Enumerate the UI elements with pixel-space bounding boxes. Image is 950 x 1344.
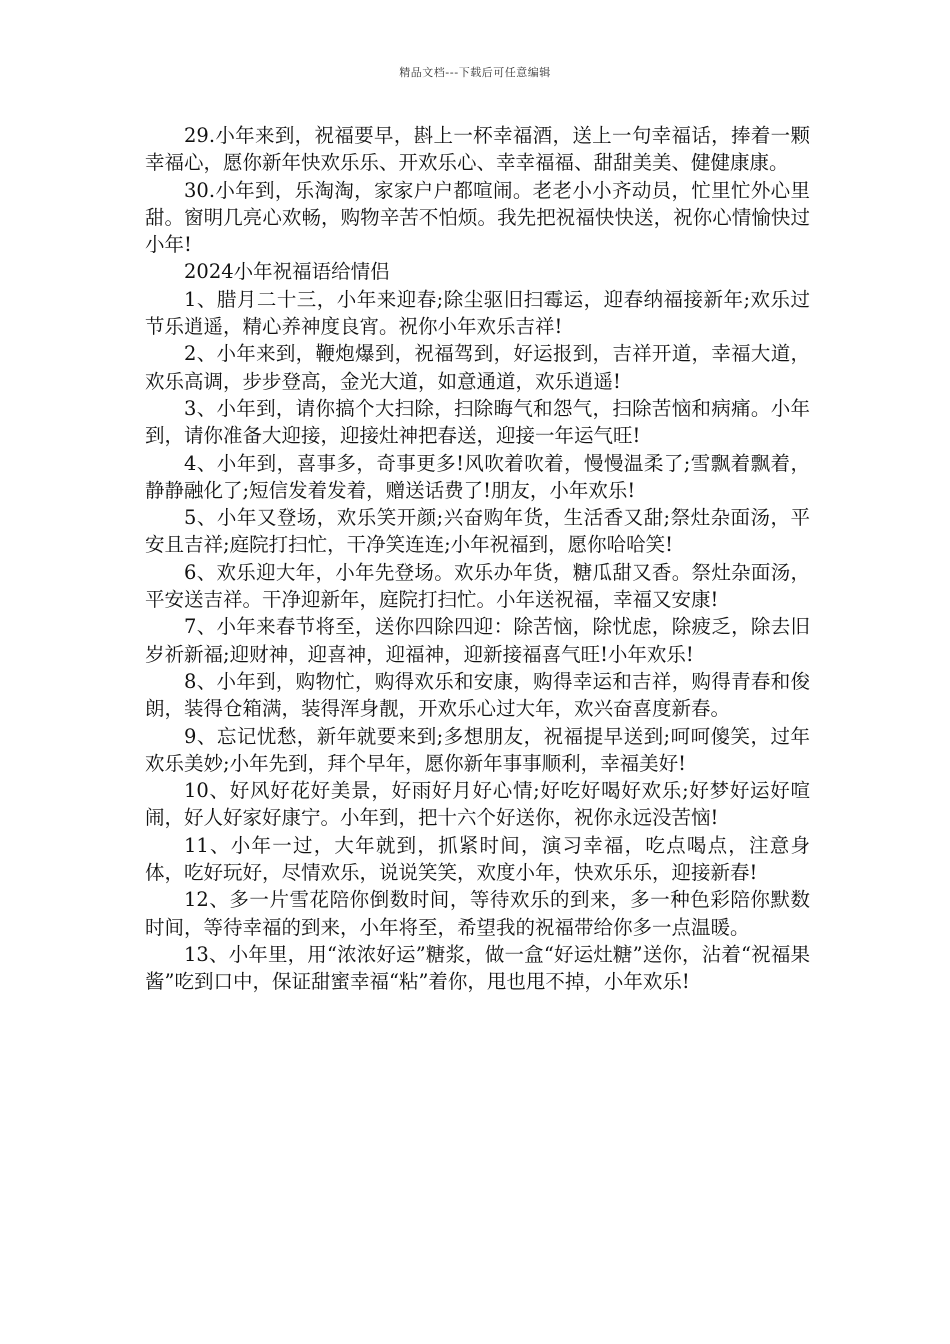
paragraph: 10、好风好花好美景，好雨好月好心情;好吃好喝好欢乐;好梦好运好喧闹，好人好家好康宁。小年到，把十六个好送你，祝你永远没苦恼! (145, 779, 810, 830)
section-heading: 2024小年祝福语给情侣 (184, 260, 390, 284)
paragraph: 7、小年来春节将至，送你四除四迎：除苦恼，除忧虑，除疲乏，除去旧岁祈新福;迎财神，迎喜神，迎福神，迎新接福喜气旺!小年欢乐! (145, 615, 810, 666)
paragraph: 4、小年到，喜事多，奇事更多!风吹着吹着，慢慢温柔了;雪飘着飘着，静静融化了;短信发着发着，赠送话费了!朋友，小年欢乐! (145, 451, 810, 502)
paragraph: 9、忘记忧愁，新年就要来到;多想朋友，祝福提早送到;呵呵傻笑，过年欢乐美妙;小年先到，拜个早年，愿你新年事事顺利，幸福美好! (145, 724, 810, 775)
paragraph: 1、腊月二十三，小年来迎春;除尘驱旧扫霉运，迎春纳福接新年;欢乐过节乐逍遥，精心养神度良宵。祝你小年欢乐吉祥! (145, 287, 810, 339)
paragraph: 8、小年到，购物忙，购得欢乐和安康，购得幸运和吉祥，购得青春和俊朗，装得仓箱满，装得浑身靓，开欢乐心过大年，欢兴奋喜度新春。 (145, 669, 810, 721)
paragraph: 6、欢乐迎大年，小年先登场。欢乐办年货，糖瓜甜又香。祭灶杂面汤，平安送吉祥。干净迎新年，庭院打扫忙。小年送祝福，幸福又安康! (145, 560, 810, 612)
paragraph: 5、小年又登场，欢乐笑开颜;兴奋购年货，生活香又甜;祭灶杂面汤，平安且吉祥;庭院打扫忙，干净笑连连;小年祝福到，愿你哈哈笑! (145, 506, 810, 557)
paragraph: 2、小年来到，鞭炮爆到，祝福驾到，好运报到，吉祥开道，幸福大道，欢乐高调，步步登高，金光大道，如意通道，欢乐逍遥! (145, 342, 810, 393)
document-body (145, 122, 810, 996)
paragraph: 29.小年来到，祝福要早，斟上一杯幸福酒，送上一句幸福话，捧着一颗幸福心，愿你新年快欢乐乐、开欢乐心、幸幸福福、甜甜美美、健健康康。 (145, 124, 810, 175)
paragraph: 11、小年一过，大年就到，抓紧时间，演习幸福，吃点喝点，注意身体，吃好玩好，尽情欢乐，说说笑笑，欢度小年，快欢乐乐，迎接新春! (145, 833, 810, 885)
paragraph: 12、多一片雪花陪你倒数时间，等待欢乐的到来，多一种色彩陪你默数时间，等待幸福的到来，小年将至，希望我的祝福带给你多一点温暖。 (145, 888, 810, 939)
paragraph: 13、小年里，用“浓浓好运”糖浆，做一盒“好运灶糖”送你，沾着“祝福果酱”吃到口中，保证甜蜜幸福“粘”着你，甩也甩不掉，小年欢乐! (145, 942, 810, 994)
page-header: 精品文档---下载后可任意编辑 (399, 66, 551, 79)
paragraph: 3、小年到，请你搞个大扫除，扫除晦气和怨气，扫除苦恼和病痛。小年到，请你准备大迎接，迎接灶神把春送，迎接一年运气旺! (145, 396, 810, 448)
paragraph: 30.小年到，乐淘淘，家家户户都喧闹。老老小小齐动员，忙里忙外心里甜。窗明几亮心欢畅，购物辛苦不怕烦。我先把祝福快快送，祝你心情愉快过小年! (145, 178, 810, 257)
